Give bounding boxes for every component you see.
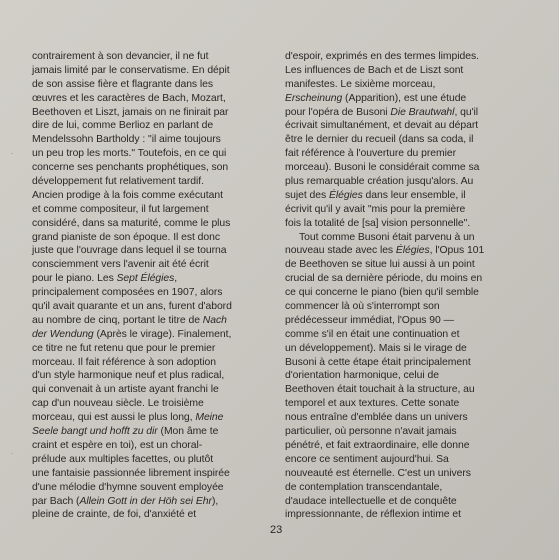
text-line: d'espoir, exprimés en des termes limpides. (285, 51, 479, 62)
text-line: cap d'un nouveau siècle. Le troisième (32, 398, 204, 410)
text-line: et comme compositeur, il fut largement (32, 203, 209, 215)
left-text-column (32, 50, 266, 522)
text-line: crucial de sa dernière période, du moins en (285, 273, 483, 285)
text-line: développement fut relativement tardif. (32, 176, 204, 188)
text-line: qu'il avait quarante et un ans, furent d'abord (32, 301, 232, 313)
text-line: d'orientation harmonique, celui de (285, 370, 439, 382)
text-line: Ancien prodige à la fois comme exécutant (32, 189, 223, 201)
text-line: considéré, dans sa maturité, comme le plus (32, 217, 231, 229)
text-line: Seele bangt und hofft zu dir (Mon âme te (32, 426, 219, 438)
text-line: un développement). Mais si le virage de (285, 342, 467, 354)
text-line: nous entraîne d'emblée dans un univers (285, 412, 468, 424)
text-line: pénétré, et fait extraordinaire, elle donne (285, 439, 470, 451)
text-line: juste que l'ouvrage dans lequel il se tourna (32, 245, 227, 257)
text-line: prédécesseur immédiat, l'Opus 90 — (285, 314, 454, 326)
text-line: Erscheinung (Apparition), est une étude (285, 92, 467, 104)
text-line: fois la totalité de [sa] vision personnelle". (285, 217, 471, 229)
margin-tick-mark: ˙ (11, 452, 14, 461)
text-line: au nombre de cinq, portant le titre de Nach (32, 314, 227, 326)
text-line: prélude aux multiples facettes, ou plutôt (32, 453, 214, 465)
text-line: Beethoven et Liszt, jamais on ne finirait par (32, 106, 229, 118)
text-line: Beethoven était touchait à la structure, au (285, 384, 475, 396)
text-line: particulier, où personne n'avait jamais (285, 426, 457, 438)
text-line: Busoni à cette étape était principalement (285, 356, 471, 368)
text-line: encore ce sentiment aujourd'hui. Sa (285, 453, 449, 465)
text-line: nouveauté est éternelle. C'est un univers (285, 467, 471, 479)
text-line: commencer là où s'interrompt son (285, 301, 440, 313)
text-line: dire de lui, comme Berlioz en parlant de (32, 120, 214, 132)
text-line: nouveau stade avec les Élégies, l'Opus 101 (285, 245, 485, 257)
text-line: œuvres et les caractères de Bach, Mozart, (32, 92, 226, 104)
text-line: être le dernier du recueil (dans sa coda, il (285, 134, 474, 146)
text-line: de son assise fière et flagrante dans les (32, 78, 214, 90)
text-line: écrivit qu'il y avait "mis pour la première (285, 203, 466, 215)
text-line: pour le piano. Les Sept Élégies, (32, 273, 178, 285)
text-line: manifestes. Le sixième morceau, (285, 78, 436, 90)
text-line: morceau, qui est aussi le plus long, Meine (32, 412, 224, 424)
text-line: craint et espère en toi), est un choral- (32, 439, 203, 451)
margin-tick-mark: ˙ (11, 152, 14, 161)
text-line: un peu trop les morts." Toutefois, en ce qui (32, 148, 227, 160)
text-line: écrivait simultanément, et devait au départ (285, 120, 479, 132)
text-line: plus remarquable création jusqu'alors. Au (285, 176, 474, 188)
text-line: de contemplation transcendantale, (285, 481, 443, 493)
text-line: principalement composées en 1907, alors (32, 287, 223, 299)
text-line: ce titre ne fut retenu que pour le premier (32, 342, 216, 354)
text-line: d'une mélodie d'hymne souvent employée (32, 481, 224, 493)
text-line: une fantaisie passionnée librement inspirée (32, 467, 230, 479)
text-line: contrairement à son devancier, il ne fut (32, 51, 209, 62)
right-text-column (285, 50, 525, 522)
text-line: der Wendung (Après le virage). Finalement, (32, 328, 232, 340)
text-line: de Beethoven se situe lui aussi à un point (285, 259, 475, 271)
text-line: fait référence à l'ouverture du premier (285, 148, 456, 160)
text-line: grand pianiste de son époque. Il est donc (32, 231, 221, 243)
text-line: impressionnante, de réflexion intime et (285, 509, 461, 521)
text-line: morceau. Il fait référence à son adoption (32, 356, 216, 368)
text-line: consciemment vers l'avenir ait été écrit (32, 259, 209, 271)
text-line: comme s'il en était une continuation et (285, 328, 460, 340)
text-line: d'audace intellectuelle et de conquête (285, 495, 457, 507)
text-line: pleine de crainte, de foi, d'anxiété et (32, 509, 197, 521)
text-line: qui convenait à un artiste ayant franchi le (32, 384, 219, 396)
text-line: Tout comme Busoni était parvenu à un (299, 231, 475, 243)
text-line: concerne ses penchants prophétiques, son (32, 162, 229, 174)
text-line: Mendelssohn Bartholdy : "il aime toujours (32, 134, 221, 146)
text-line: d'un style harmonique neuf et plus radical, (32, 370, 225, 382)
text-line: par Bach (Allein Gott in der Höh sei Ehr), (32, 495, 219, 507)
text-line: temporel et aux textures. Cette sonate (285, 398, 460, 410)
page-number: 23 (270, 524, 283, 536)
text-line: Les influences de Bach et de Liszt sont (285, 64, 464, 76)
text-line: sujet des Élégies dans leur ensemble, il (285, 189, 466, 201)
text-line: ce qui concerne le piano (bien qu'il semble (285, 287, 479, 299)
text-line: jamais limité par le conservatisme. En dépit (32, 64, 230, 76)
text-line: morceau). Busoni le considérait comme sa (285, 162, 480, 174)
text-line: pour l'opéra de Busoni Die Brautwahl, qu'il (285, 106, 479, 118)
